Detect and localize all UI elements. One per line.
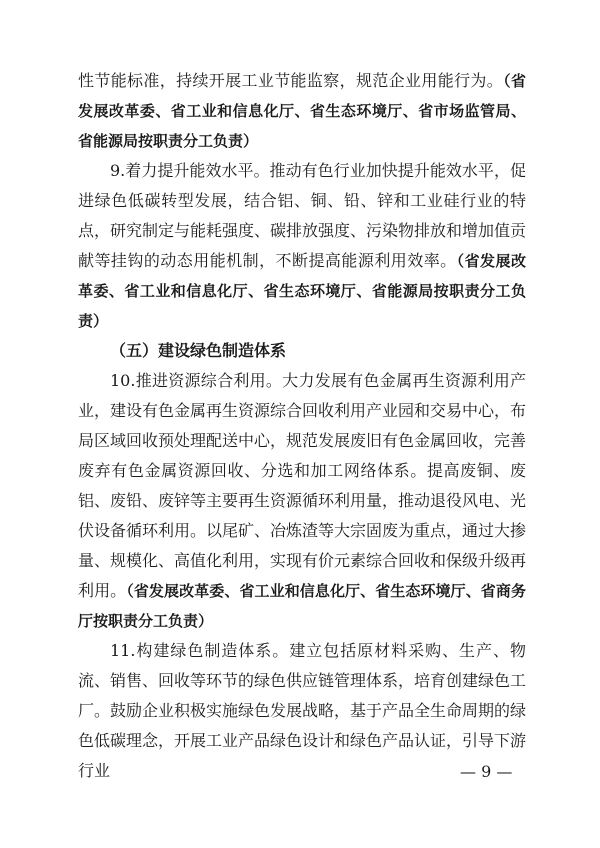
responsibility-note: （省发展改革委、省工业和信息化厅、省生态环境厅、省能源局按职责分工负责） [78, 252, 526, 330]
responsibility-note: （省发展改革委、省工业和信息化厅、省生态环境厅、省商务厅按职责分工负责） [78, 582, 526, 630]
paragraph-item-10 [78, 366, 526, 636]
document-body [78, 66, 526, 786]
page-number: — 9 — [460, 762, 513, 781]
paragraph-text: 10.推进资源综合利用。大力发展有色金属再生资源利用产业，建设有色金属再生资源综合回收利用产业园和交易中心，布局区域回收预处理配送中心，规范发展废旧有色金属回收，完善废弃有色金属资源回收、分选和加工网络体系。提高废铜、废铝、废铅、废锌等主要再生资源循环利用量，推动退役风电、光伏设备循环利用。以尾矿、冶炼渣等大宗固废为重点，通过大掺量、规模化、高值化利用，实现有价元素综合回收和保级升级再利用。 [78, 371, 527, 600]
paragraph-item-9 [78, 156, 526, 336]
responsibility-note: （省发展改革委、省工业和信息化厅、省生态环境厅、省市场监管局、省能源局按职责分工负责） [78, 72, 526, 150]
paragraph-text: 性节能标准，持续开展工业节能监察，规范企业用能行为。 [78, 71, 504, 90]
paragraph-text: 11.构建绿色制造体系。建立包括原材料采购、生产、物流、销售、回收等环节的绿色供应链管理体系，培育创建绿色工厂。鼓励企业积极实施绿色发展战略，基于产品全生命周期的绿色低碳理念，开展工业产品绿色设计和绿色产品认证，引导下游行业 [78, 641, 527, 780]
paragraph-item-11 [78, 636, 526, 786]
paragraph-text: 9.着力提升能效水平。推动有色行业加快提升能效水平，促进绿色低碳转型发展，结合铝、铜、铅、锌和工业硅行业的特点，研究制定与能耗强度、碳排放强度、污染物排放和增加值贡献等挂钩的动态用能机制，不断提高能源利用效率。 [78, 161, 527, 270]
section-heading: （五）建设绿色制造体系 [110, 341, 287, 360]
paragraph-continuation [78, 66, 526, 156]
